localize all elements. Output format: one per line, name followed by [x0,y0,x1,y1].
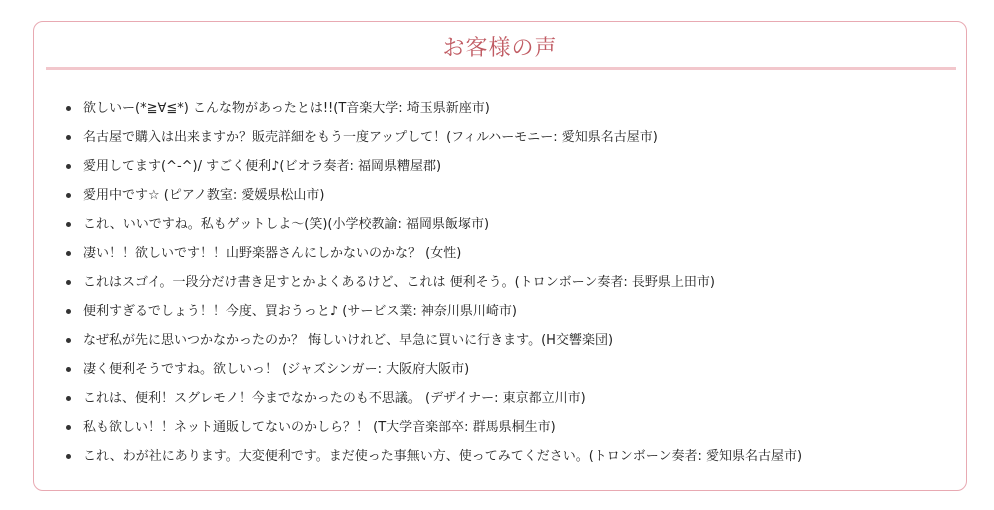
list-item [66,181,802,210]
bullet-icon [66,193,71,198]
testimonial-text: 凄く便利そうですね。欲しいっ！ (ジャズシンガー: 大阪府大阪市) [83,362,470,377]
list-item [66,326,802,355]
list-item [66,152,802,181]
testimonial-text: これは、便利！スグレモノ！今までなかったのも不思議。 (デザイナー: 東京都立川市) [83,391,586,406]
testimonial-text: 便利すぎるでしょう！！今度、買おうっと♪ (サービス業: 神奈川県川崎市) [83,304,517,319]
testimonial-text: なぜ私が先に思いつかなかったのか？ 悔しいけれど、早急に買いに行きます。(H交響楽団) [83,333,614,348]
testimonial-text: 私も欲しい！！ネット通販してないのかしら？！ (T大学音楽部卒: 群馬県桐生市) [83,420,556,435]
testimonial-text: 名古屋で購入は出来ますか？販売詳細をもう一度アップして！(フィルハーモニー: 愛知県名古屋市) [83,130,658,145]
bullet-icon [66,454,71,459]
testimonial-text: 愛用中です☆ (ピアノ教室: 愛媛県松山市) [83,188,325,203]
bullet-icon [66,280,71,285]
bullet-icon [66,309,71,314]
title-divider [46,67,956,70]
list-item [66,297,802,326]
bullet-icon [66,367,71,372]
bullet-icon [66,251,71,256]
bullet-icon [66,135,71,140]
testimonial-text: これ、わが社にあります。大変便利です。まだ使った事無い方、使ってみてください。(トロンボーン奏者: 愛知県名古屋市) [83,449,803,464]
testimonial-text: これ、いいですね。私もゲットしよ〜(笑)(小学校教諭: 福岡県飯塚市) [83,217,490,232]
testimonial-text: これはスゴイ。一段分だけ書き足すとかよくあるけど、これは 便利そう。(トロンボーン奏者: 長野県上田市) [83,275,715,290]
list-item [66,210,802,239]
testimonial-text: 凄い！！欲しいです！！山野楽器さんにしかないのかな？ (女性) [83,246,462,261]
bullet-icon [66,164,71,169]
bullet-icon [66,425,71,430]
list-item [66,355,802,384]
bullet-icon [66,106,71,111]
testimonial-text: 愛用してます(^-^)/ すごく便利♪(ビオラ奏者: 福岡県糟屋郡) [83,159,442,174]
list-item [66,123,802,152]
list-item [66,442,802,471]
bullet-icon [66,338,71,343]
bullet-icon [66,222,71,227]
testimonials-panel [33,21,967,491]
list-item [66,268,802,297]
list-item [66,413,802,442]
list-item [66,384,802,413]
section-title: お客様の声 [442,36,558,61]
list-item [66,239,802,268]
list-item [66,94,802,123]
testimonials-list [66,94,802,471]
bullet-icon [66,396,71,401]
testimonial-text: 欲しいー(*≧∀≦*) こんな物があったとは!!(T音楽大学: 埼玉県新座市) [83,101,490,116]
